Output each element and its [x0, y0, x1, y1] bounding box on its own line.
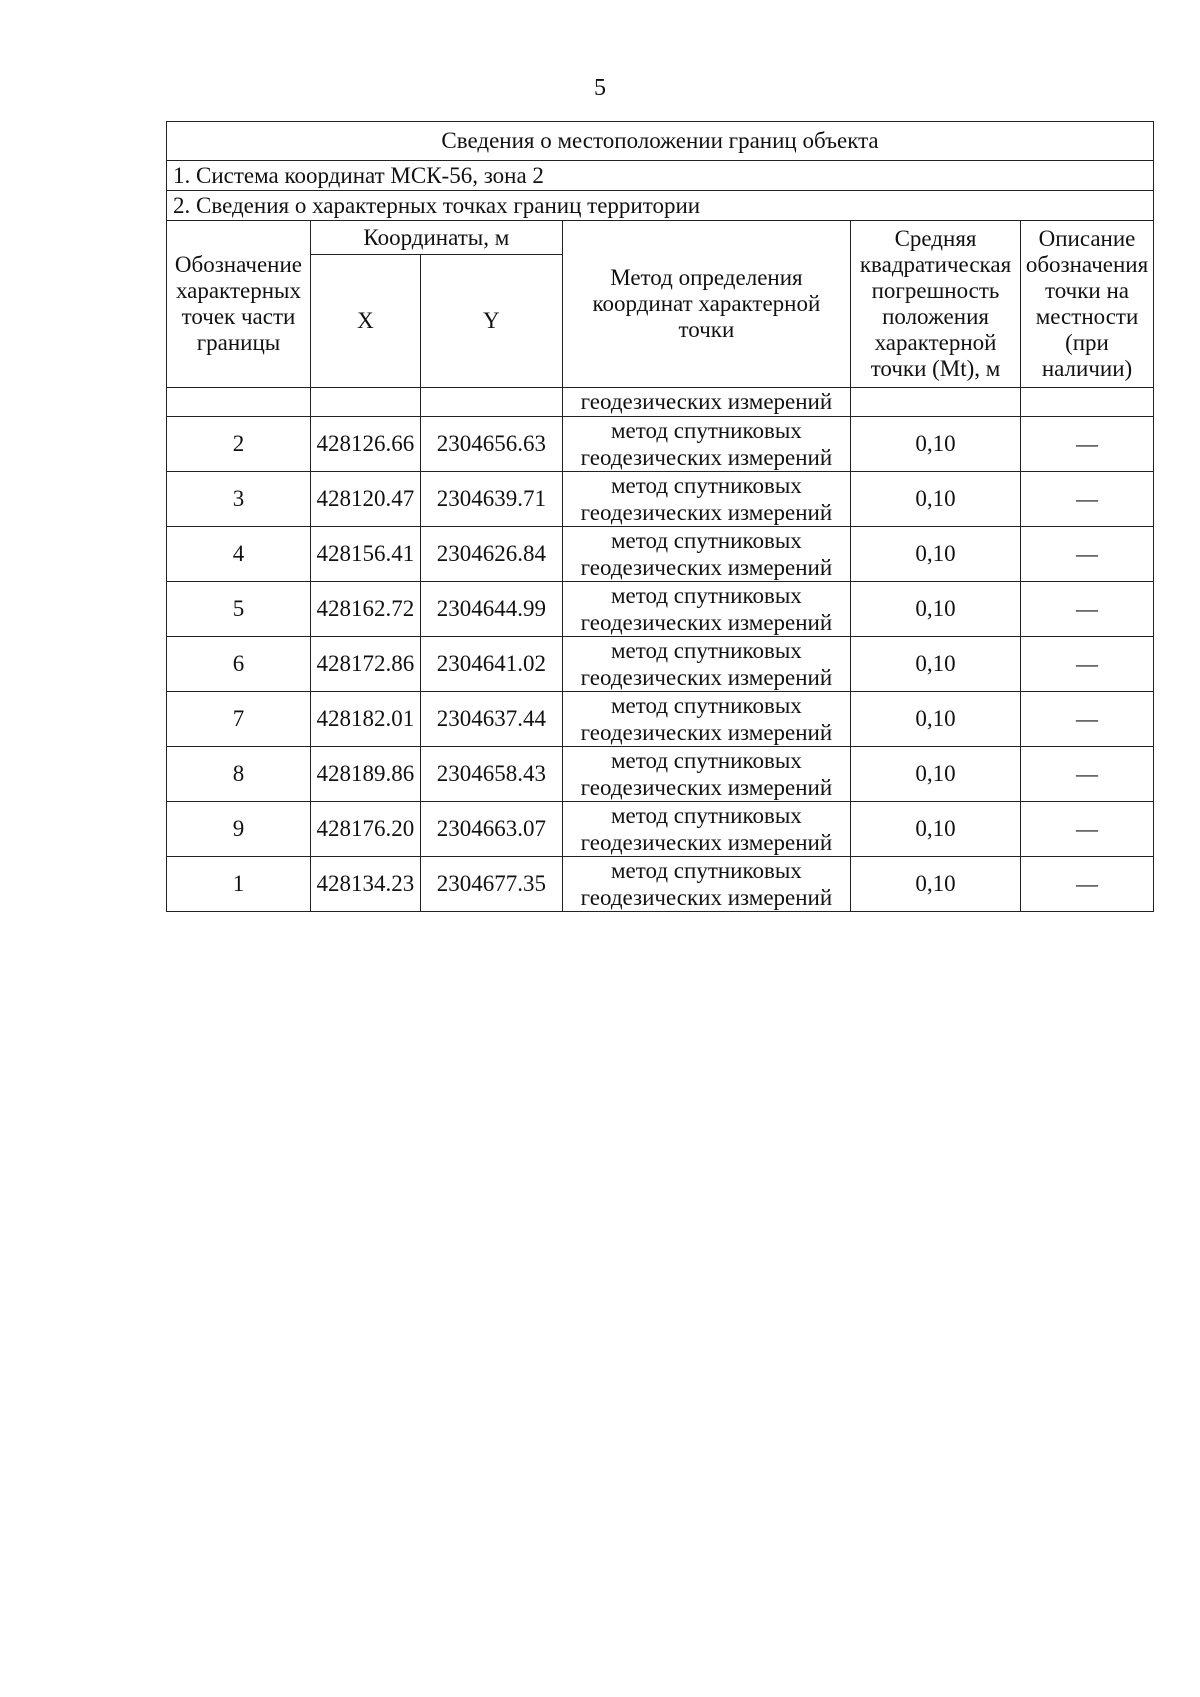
continuation-x-cell [310, 388, 420, 417]
points-info-row: 2. Сведения о характерных точках границ территории [167, 191, 1154, 221]
method-cell [562, 857, 850, 912]
x-coordinate-cell: 428172.86 [310, 637, 420, 692]
method-line-1: метод спутниковых [611, 473, 802, 498]
description-cell: — [1020, 802, 1153, 857]
continuation-row [167, 388, 1154, 417]
method-line-1: метод спутниковых [611, 748, 802, 773]
method-cell [562, 692, 850, 747]
boundary-points-table [166, 121, 1154, 912]
method-line-2: геодезических измерений [580, 885, 833, 910]
continuation-error-cell [851, 388, 1021, 417]
error-cell: 0,10 [851, 637, 1021, 692]
point-number-cell: 7 [167, 692, 311, 747]
y-coordinate-cell: 2304641.02 [420, 637, 562, 692]
method-line-2: геодезических измерений [580, 720, 833, 745]
header-coordinates: Координаты, м [310, 221, 562, 255]
table-row [167, 857, 1154, 912]
method-cell [562, 582, 850, 637]
method-line-2: геодезических измерений [580, 775, 833, 800]
y-coordinate-cell: 2304658.43 [420, 747, 562, 802]
description-cell: — [1020, 582, 1153, 637]
data-rows [167, 417, 1154, 912]
error-cell: 0,10 [851, 417, 1021, 472]
description-cell: — [1020, 527, 1153, 582]
x-coordinate-cell: 428176.20 [310, 802, 420, 857]
table-row [167, 692, 1154, 747]
x-coordinate-cell: 428156.41 [310, 527, 420, 582]
page-number: 5 [594, 75, 606, 101]
method-line-1: метод спутниковых [611, 858, 802, 883]
method-line-2: геодезических измерений [580, 665, 833, 690]
continuation-point-cell [167, 388, 311, 417]
error-cell: 0,10 [851, 802, 1021, 857]
error-cell: 0,10 [851, 747, 1021, 802]
method-line-1: метод спутниковых [611, 803, 802, 828]
method-line-1: метод спутниковых [611, 583, 802, 608]
table-row [167, 417, 1154, 472]
x-coordinate-cell: 428134.23 [310, 857, 420, 912]
method-line-2: геодезических измерений [580, 555, 833, 580]
point-number-cell: 1 [167, 857, 311, 912]
method-line-1: метод спутниковых [611, 418, 802, 443]
table-title: Сведения о местоположении границ объекта [167, 122, 1154, 161]
x-coordinate-cell: 428126.66 [310, 417, 420, 472]
header-x: X [310, 255, 420, 388]
y-coordinate-cell: 2304637.44 [420, 692, 562, 747]
method-line-1: метод спутниковых [611, 693, 802, 718]
y-coordinate-cell: 2304663.07 [420, 802, 562, 857]
header-method: Метод определения координат характерной точки [562, 221, 850, 388]
point-number-cell: 5 [167, 582, 311, 637]
description-cell: — [1020, 637, 1153, 692]
description-cell: — [1020, 417, 1153, 472]
x-coordinate-cell: 428182.01 [310, 692, 420, 747]
coordinate-system-row: 1. Система координат МСК-56, зона 2 [167, 161, 1154, 191]
method-cell [562, 747, 850, 802]
continuation-description-cell [1020, 388, 1153, 417]
point-number-cell: 9 [167, 802, 311, 857]
header-point-designation: Обозначение характерных точек части границы [167, 221, 311, 388]
method-line-2: геодезических измерений [580, 830, 833, 855]
error-cell: 0,10 [851, 857, 1021, 912]
method-line-1: метод спутниковых [611, 528, 802, 553]
point-number-cell: 4 [167, 527, 311, 582]
y-coordinate-cell: 2304644.99 [420, 582, 562, 637]
point-number-cell: 6 [167, 637, 311, 692]
header-mean-square-error: Средняя квадратическая погрешность положения характерной точки (Mt), м [851, 221, 1021, 388]
error-cell: 0,10 [851, 472, 1021, 527]
y-coordinate-cell: 2304656.63 [420, 417, 562, 472]
error-cell: 0,10 [851, 692, 1021, 747]
table-row [167, 747, 1154, 802]
method-cell [562, 802, 850, 857]
method-line-2: геодезических измерений [580, 445, 833, 470]
method-cell [562, 637, 850, 692]
method-line-2: геодезических измерений [580, 610, 833, 635]
description-cell: — [1020, 472, 1153, 527]
point-number-cell: 2 [167, 417, 311, 472]
method-cell [562, 527, 850, 582]
method-cell [562, 472, 850, 527]
y-coordinate-cell: 2304639.71 [420, 472, 562, 527]
error-cell: 0,10 [851, 527, 1021, 582]
table-row [167, 802, 1154, 857]
x-coordinate-cell: 428120.47 [310, 472, 420, 527]
x-coordinate-cell: 428162.72 [310, 582, 420, 637]
method-line-1: метод спутниковых [611, 638, 802, 663]
method-cell [562, 417, 850, 472]
header-y: Y [420, 255, 562, 388]
point-number-cell: 3 [167, 472, 311, 527]
table-row [167, 582, 1154, 637]
table-row [167, 472, 1154, 527]
y-coordinate-cell: 2304677.35 [420, 857, 562, 912]
continuation-y-cell [420, 388, 562, 417]
y-coordinate-cell: 2304626.84 [420, 527, 562, 582]
method-line-2: геодезических измерений [580, 500, 833, 525]
description-cell: — [1020, 857, 1153, 912]
error-cell: 0,10 [851, 582, 1021, 637]
continuation-method-cell: геодезических измерений [562, 388, 850, 417]
point-number-cell: 8 [167, 747, 311, 802]
header-description: Описание обозначения точки на местности (при наличии) [1020, 221, 1153, 388]
description-cell: — [1020, 692, 1153, 747]
x-coordinate-cell: 428189.86 [310, 747, 420, 802]
table-row [167, 527, 1154, 582]
description-cell: — [1020, 747, 1153, 802]
table-row [167, 637, 1154, 692]
